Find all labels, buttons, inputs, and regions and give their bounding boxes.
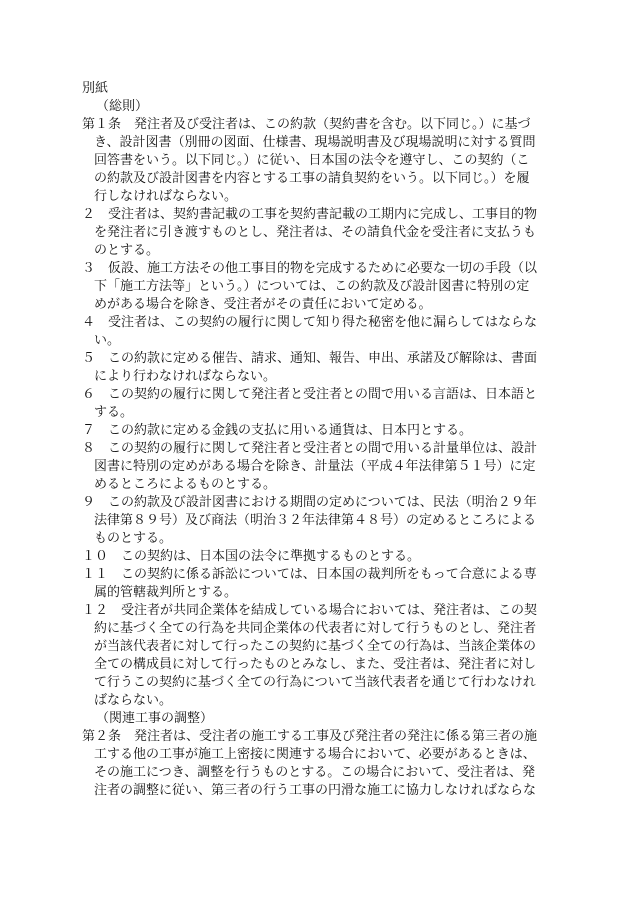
clause-line: 工する他の工事が施工上密接に関連する場合において、必要があるときは、 <box>94 747 536 762</box>
section-heading: （関連工事の調整） <box>96 711 214 726</box>
clause-line: ４ 受注者は、この契約の履行に関して知り得た秘密を他に漏らしてはならな <box>82 315 538 330</box>
attachment-label: 別紙 <box>82 81 109 96</box>
clause-line: 第１条 発注者及び受注者は、この約款（契約書を含む。以下同じ。）に基づ <box>82 117 531 132</box>
clause-line: １２ 受注者が共同企業体を結成している場合においては、発注者は、この契 <box>82 603 538 618</box>
clause-line: 注者の調整に従い、第三者の行う工事の円滑な施工に協力しなければならな <box>94 783 537 798</box>
clause <box>82 422 552 440</box>
clause-line: 全ての構成員に対して行ったものとみなし、また、受注者は、発注者に対し <box>94 657 537 672</box>
clause-line: １０ この契約は、日本国の法令に準拠するものとする。 <box>82 549 421 564</box>
clause-line: ６ この契約の履行に関して発注者と受注者との間で用いる言語は、日本語と <box>82 387 538 402</box>
clause-line: ものとする。 <box>94 531 173 546</box>
clause-line: 属的管轄裁判所とする。 <box>94 585 238 600</box>
clause <box>82 116 552 206</box>
clause <box>82 494 552 548</box>
clause-line: き、設計図書（別冊の図面、仕様書、現場説明書及び現場説明に対する質問 <box>94 135 536 150</box>
clause-line: の約款及び設計図書を内容とする工事の請負契約をいう。以下同じ。）を履 <box>94 171 530 186</box>
clause-line: 第２条 発注者は、受注者の施工する工事及び発注者の発注に係る第三者の施 <box>82 729 538 744</box>
clause-line: 下「施工方法等」という。）については、この約款及び設計図書に特別の定 <box>94 279 530 294</box>
section-heading: （総則） <box>96 99 149 114</box>
clause-line: い。 <box>94 333 121 348</box>
clause-line: 約に基づく全ての行為を共同企業体の代表者に対して行うものとし、発注者 <box>94 621 537 636</box>
clause-line: により行わなければならない。 <box>94 369 277 384</box>
clause-line: ばならない。 <box>94 693 173 708</box>
clause-line: 行しなければならない。 <box>94 189 238 204</box>
clause <box>82 350 552 386</box>
clause <box>82 602 552 710</box>
clause <box>82 386 552 422</box>
clause-line: を発注者に引き渡すものとし、発注者は、その請負代金を受注者に支払うも <box>94 225 537 240</box>
clause-line: ３ 仮設、施工方法その他工事目的物を完成するために必要な一切の手段（以 <box>82 261 538 276</box>
clause-line: が当該代表者に対して行ったこの契約に基づく全ての行為は、当該企業体の <box>94 639 537 654</box>
clause <box>82 566 552 602</box>
document-body <box>0 98 630 800</box>
clause-line: めがある場合を除き、受注者がその責任において定める。 <box>94 297 432 312</box>
clause-line: て行うこの契約に基づく全ての行為について当該代表者を通じて行わなけれ <box>94 675 536 690</box>
clause <box>82 728 552 800</box>
clause <box>82 260 552 314</box>
clause-line: ７ この約款に定める金銭の支払に用いる通貨は、日本円とする。 <box>82 423 473 438</box>
clause-line: ２ 受注者は、契約書記載の工事を契約書記載の工期内に完成し、工事目的物 <box>82 207 538 222</box>
clause-line: 図書に特別の定めがある場合を除き、計量法（平成４年法律第５１号）に定 <box>94 459 536 474</box>
clause <box>82 440 552 494</box>
clause <box>82 206 552 260</box>
clause-line: １１ この契約に係る訴訟については、日本国の裁判所をもって合意による専 <box>82 567 537 582</box>
clause <box>82 314 552 350</box>
clause-line: ５ この約款に定める催告、請求、通知、報告、申出、承諾及び解除は、書面 <box>82 351 538 366</box>
clause <box>82 548 552 566</box>
clause-line: する。 <box>94 405 134 420</box>
clause-line: のとする。 <box>94 243 160 258</box>
clause-line: ９ この約款及び設計図書における期間の定めについては、民法（明治２９年 <box>82 495 537 510</box>
clause-line: その施工につき、調整を行うものとする。この場合において、受注者は、発 <box>94 765 535 780</box>
clause-line: 法律第８９号）及び商法（明治３２年法律第４８号）の定めるところによる <box>94 513 537 528</box>
clause-line: 回答書をいう。以下同じ。）に従い、日本国の法令を遵守し、この契約（こ <box>94 153 530 168</box>
clause-line: ８ この契約の履行に関して発注者と受注者との間で用いる計量単位は、設計 <box>82 441 538 456</box>
clause-line: めるところによるものとする。 <box>94 477 277 492</box>
